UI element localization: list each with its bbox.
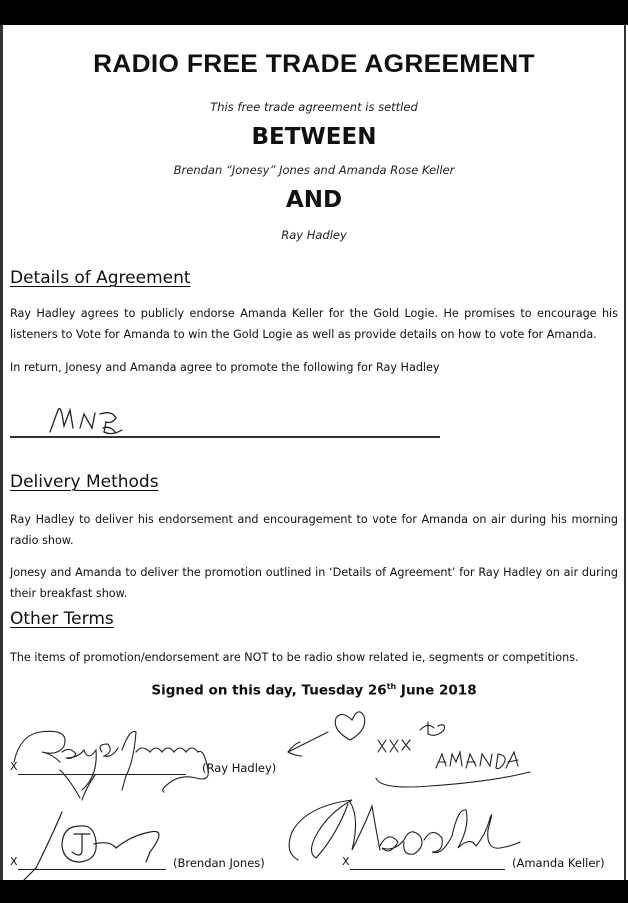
- heart-icon: [335, 712, 364, 740]
- signature-ray-hadley: [14, 731, 208, 800]
- section-heading-other: Other Terms: [10, 609, 114, 629]
- promotion-fill-line: [10, 436, 440, 438]
- delivery-paragraph-1: Ray Hadley to deliver his endorsement and encouragement to vote for Amanda on air during his morning radio show.: [10, 513, 618, 547]
- signature-x-brendan: X: [10, 855, 18, 868]
- signed-ordinal: th: [386, 682, 397, 691]
- signature-line-ray[interactable]: [18, 774, 186, 775]
- intro-text: This free trade agreement is settled: [210, 100, 418, 114]
- top-black-bar: [0, 0, 628, 25]
- bottom-black-bar: [0, 880, 628, 903]
- and-label: AND: [285, 187, 343, 213]
- signature-amanda-keller: [289, 800, 520, 860]
- signature-label-brendan: (Brendan Jones): [173, 856, 265, 870]
- arrow-icon: [288, 732, 328, 756]
- section-heading-delivery: Delivery Methods: [10, 472, 159, 492]
- signature-label-ray: (Ray Hadley): [202, 761, 277, 775]
- details-paragraph-2: In return, Jonesy and Amanda agree to promote the following for Ray Hadley: [10, 361, 440, 374]
- other-paragraph-1: The items of promotion/endorsement are NOT to be radio show related ie, segments or competitions.: [10, 651, 579, 664]
- signed-date: [0, 682, 628, 699]
- handwritten-mnd: [50, 409, 122, 434]
- page-edge-right: [624, 25, 626, 880]
- handwritten-annotation: [288, 712, 530, 787]
- section-heading-details: Details of Agreement: [10, 268, 191, 288]
- amanda-text: [436, 752, 518, 769]
- page-edge-left: [0, 25, 3, 880]
- signature-label-amanda: (Amanda Keller): [512, 856, 605, 870]
- to-text: [420, 722, 444, 735]
- party-two: Ray Hadley: [281, 228, 347, 242]
- party-one: Brendan “Jonesy” Jones and Amanda Rose Keller: [173, 163, 455, 177]
- details-paragraph-1: Ray Hadley agrees to publicly endorse Amanda Keller for the Gold Logie. He promises to encourage his listeners to Vote for Amanda to win the Gold Logie as well as provide details on how to vote for Amanda.: [10, 307, 618, 341]
- document-title: RADIO FREE TRADE AGREEMENT: [93, 50, 535, 78]
- signed-suffix: June 2018: [396, 682, 477, 699]
- kisses-xxx: [378, 740, 410, 752]
- between-label: BETWEEN: [251, 124, 377, 150]
- signature-x-ray: X: [10, 760, 18, 773]
- signature-x-amanda: X: [342, 855, 350, 868]
- signature-line-brendan[interactable]: [18, 869, 166, 870]
- delivery-paragraph-2: Jonesy and Amanda to deliver the promotion outlined in ‘Details of Agreement’ for Ray Hadley on air during their breakfast show.: [10, 566, 618, 600]
- signed-prefix: Signed on this day, Tuesday 26: [151, 682, 387, 699]
- amanda-underline: [376, 772, 530, 787]
- signature-line-amanda[interactable]: [350, 869, 505, 870]
